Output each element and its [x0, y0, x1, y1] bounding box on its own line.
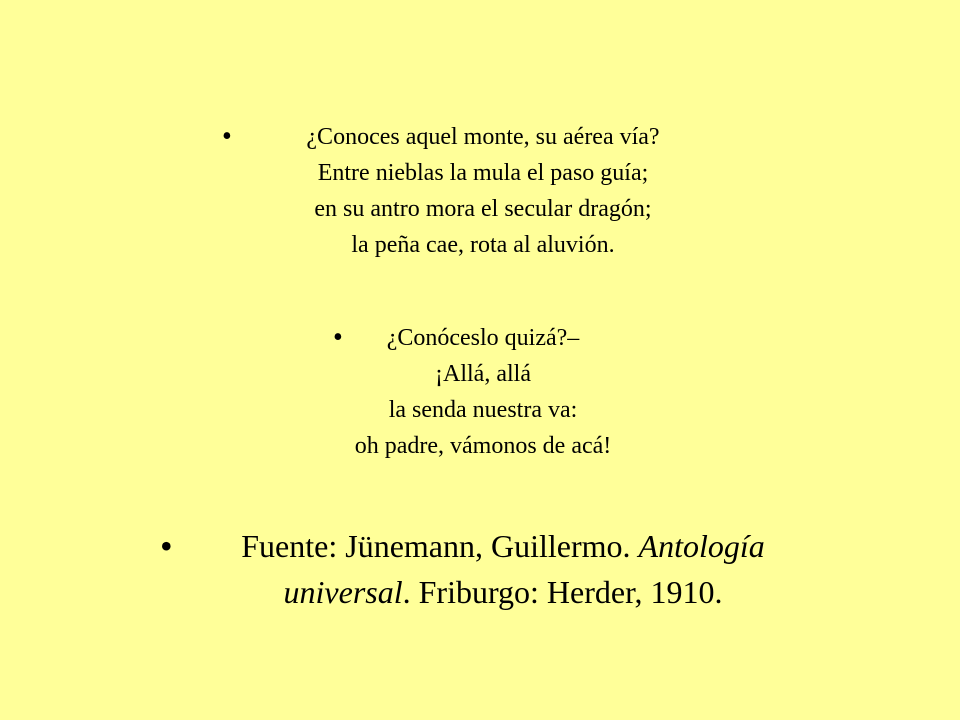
stanza-2-line: la senda nuestra va: — [388, 397, 578, 423]
source-suffix: . Friburgo: Herder, 1910. — [402, 574, 723, 610]
bullet-icon: • — [222, 121, 232, 152]
source-line-1 — [196, 523, 810, 569]
stanza-2-line: ¡Allá, allá — [435, 361, 531, 387]
book-title-part-2: universal — [283, 574, 403, 610]
bullet-icon: • — [333, 322, 343, 353]
source-line-2 — [196, 569, 810, 615]
stanza-2-text — [354, 320, 612, 464]
source-prefix: Fuente: Jünemann, Guillermo. — [241, 528, 639, 564]
book-title-part-1: Antología — [638, 528, 765, 564]
stanza-1-line: ¿Conoces aquel monte, su aérea vía? — [306, 124, 660, 150]
stanza-2-line: ¿Conóceslo quizá?– — [386, 325, 580, 351]
stanza-1-line: en su antro mora el secular dragón; — [314, 196, 652, 222]
stanza-1-line: Entre nieblas la mula el paso guía; — [317, 160, 649, 186]
stanza-1-line: la peña cae, rota al aluvión. — [351, 232, 615, 258]
source-citation — [196, 523, 810, 615]
stanza-1-text — [264, 119, 702, 263]
bullet-icon: • — [160, 526, 173, 566]
stanza-2-line: oh padre, vámonos de acá! — [354, 433, 612, 459]
